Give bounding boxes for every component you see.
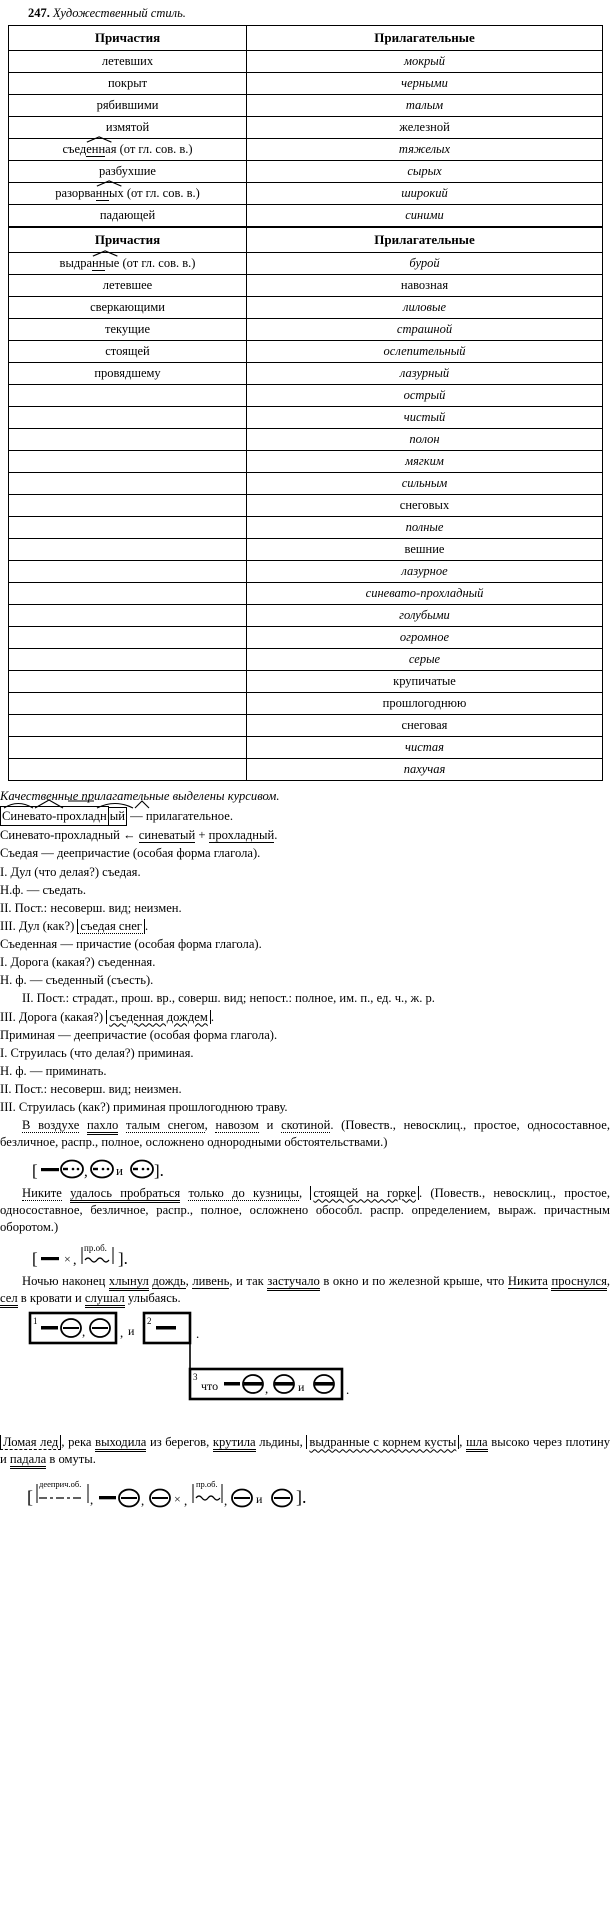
morpheme-analysis-line <box>0 806 610 826</box>
cell-participle <box>9 561 247 583</box>
sedennaya-line-1: I. Дорога (какая?) съеденная. <box>0 955 156 970</box>
cell-adjective <box>247 319 603 341</box>
cell-participle <box>9 319 247 341</box>
cell-adjective <box>247 649 603 671</box>
cell-adjective <box>247 473 603 495</box>
s3-t1: Ночью наконец <box>22 1273 109 1288</box>
cell-participle <box>9 605 247 627</box>
s3-predicate-4: сел <box>0 1291 18 1308</box>
cell-adjective <box>247 671 603 693</box>
s3-c1: , <box>185 1273 193 1288</box>
cell-participle <box>9 473 247 495</box>
adjective-text: сырых <box>407 164 442 179</box>
svg-text:,: , <box>120 1325 124 1341</box>
table-row <box>9 297 603 319</box>
adjective-text: чистый <box>403 410 446 425</box>
table-row <box>9 275 603 297</box>
cell-adjective <box>247 429 603 451</box>
cell-participle <box>9 627 247 649</box>
cell-participle <box>9 737 247 759</box>
svg-text:].: ]. <box>296 1486 307 1507</box>
scheme-2-icon <box>30 1240 160 1270</box>
sedaya-line-3: II. Пост.: несоверш. вид; неизмен. <box>0 900 182 915</box>
s1-predicate: пахло <box>87 1118 118 1135</box>
derivation-base-2: прохладный <box>208 828 275 843</box>
s4-participial-phrase: выдранные с корнем кусты <box>306 1435 459 1449</box>
s4-adverbial-participle-phrase: Ломая лед <box>0 1435 61 1450</box>
cell-adjective <box>247 139 603 161</box>
svg-text:2: 2 <box>147 1316 152 1327</box>
sedennaya-participial-phrase: съеденная дождем <box>106 1010 211 1024</box>
morpheme-marked-word: провядшему <box>94 366 161 381</box>
s3-subject-2: ливень <box>192 1273 230 1288</box>
s1-conj: и <box>258 1118 282 1133</box>
adjective-text: голубыми <box>399 608 450 623</box>
s1-adverbial-3: навозом <box>215 1118 259 1133</box>
scheme-4-icon <box>26 1475 356 1509</box>
adjective-text: страшной <box>396 322 453 337</box>
sedaya-line-4 <box>0 918 610 935</box>
cell-adjective <box>247 759 603 781</box>
column-header-adjectives: Прилагательные <box>247 26 603 51</box>
morpheme-marked-word: выдра нные <box>60 256 120 270</box>
priminaya-line-1: I. Струилась (что делая?) приминая. <box>0 1045 194 1060</box>
table-row <box>9 759 603 781</box>
table-row <box>9 605 603 627</box>
morpheme-marked-word: стоящей <box>105 344 150 359</box>
cell-adjective <box>247 561 603 583</box>
s3-t18: улыбаясь <box>124 1291 178 1305</box>
cell-participle <box>9 95 247 117</box>
svg-text:].: ]. <box>118 1248 128 1268</box>
derivation-line <box>0 827 610 844</box>
table-row <box>9 385 603 407</box>
svg-text:,: , <box>84 1163 88 1180</box>
table-row <box>9 649 603 671</box>
scheme-3-icon <box>24 1309 444 1427</box>
table-row <box>9 451 603 473</box>
s3-period: . <box>177 1291 181 1305</box>
cell-participle <box>9 539 247 561</box>
morpheme-marked-word: падающей <box>99 208 156 223</box>
sedaya-line4-prefix: III. Дул (как?) <box>0 918 78 933</box>
s4-predicate-4: падала <box>10 1452 46 1469</box>
table-row <box>9 495 603 517</box>
priminaya-line-4: III. Струилась (как?) приминая прошлогоднюю траву. <box>0 1100 288 1115</box>
s3-t7: , и так <box>229 1273 268 1288</box>
derivation-period: . <box>274 828 278 843</box>
s4-p12: в омуты. <box>46 1452 96 1467</box>
adjective-text: ослепительный <box>383 344 466 359</box>
suffix-marker: нн <box>96 186 109 200</box>
column-header-adjectives: Прилагательные <box>247 227 603 253</box>
adjective-text: мокрый <box>403 54 446 69</box>
s1-adverbial-2: талым снегом <box>126 1118 205 1133</box>
s1-characteristics: . (Повеств., невосклиц., простое, односоставное, безличное, распр., полное, осложнено однородными обстоятельствами.) <box>0 1118 610 1150</box>
table-row <box>9 407 603 429</box>
s2-characteristics: . (Повеств., невосклиц., простое, односоставное, безличное, распр., полное, осложнено обособл. распр. определением, выраж. причастным оборотом.) <box>0 1185 610 1234</box>
s4-p6: льдины, <box>255 1435 307 1450</box>
sentence-analysis-4 <box>0 1434 610 1468</box>
s3-t10: , что <box>479 1273 508 1288</box>
svg-text:[: [ <box>32 1160 38 1180</box>
cell-participle <box>9 715 247 737</box>
cell-adjective <box>247 253 603 275</box>
derivation-base-1: синеватый <box>138 828 196 843</box>
cell-participle <box>9 385 247 407</box>
table-row <box>9 161 603 183</box>
svg-text:.: . <box>346 1382 350 1398</box>
cell-participle <box>9 297 247 319</box>
adjective-text: острый <box>403 388 446 403</box>
table-row <box>9 473 603 495</box>
adjective-text: синими <box>405 208 444 223</box>
adjective-text: пахучая <box>403 762 446 777</box>
sentence-analysis-1 <box>0 1117 610 1151</box>
adjective-text: талым <box>405 98 444 113</box>
sedennaya-line-3: II. Пост.: страдат., прош. вр., соверш. вид; непост.: полное, им. п., ед. ч., ж. р. <box>22 991 435 1006</box>
adjective-text: бурой <box>409 256 440 271</box>
morpheme-marked-word: съед енная <box>62 142 116 156</box>
morpheme-marked-word: разбухшие <box>99 164 156 179</box>
cell-participle <box>9 693 247 715</box>
adjective-text: черными <box>401 76 448 91</box>
adjective-text: крупичатые <box>393 674 456 689</box>
sentence-analysis-3 <box>0 1273 610 1307</box>
s2-adverbial: только до кузницы <box>188 1185 299 1200</box>
s1-adverbial-1: В воздухе <box>22 1118 80 1133</box>
cell-participle <box>9 451 247 473</box>
sedaya-line-0: Съедая — деепричастие (особая форма глагола). <box>0 846 261 861</box>
cell-participle <box>9 495 247 517</box>
adjective-text: железной <box>399 120 450 135</box>
cell-participle <box>9 649 247 671</box>
svg-text:,: , <box>141 1492 145 1508</box>
s1-adverbial-4: скотиной <box>281 1118 331 1133</box>
s4-p8: , <box>459 1435 467 1450</box>
adjective-text: широкий <box>401 186 448 201</box>
derivation-plus-icon: + <box>198 828 206 843</box>
svg-text:,: , <box>73 1252 77 1268</box>
adjective-text: лазурный <box>399 366 450 381</box>
cell-participle <box>9 583 247 605</box>
morpheme-parse-box <box>0 806 109 826</box>
exercise-number: 247. <box>28 6 50 20</box>
cell-participle <box>9 275 247 297</box>
svg-text:что: что <box>201 1379 219 1394</box>
table-row <box>9 517 603 539</box>
table-row <box>9 139 603 161</box>
morpheme-ending-box: ый <box>108 807 127 826</box>
svg-text:×: × <box>64 1251 71 1266</box>
morpheme-marked-word: сверкающими <box>90 300 165 315</box>
sentence-analysis-2 <box>0 1185 610 1236</box>
cell-adjective <box>247 161 603 183</box>
adjective-text: навозная <box>400 278 449 293</box>
sedennaya-line-4 <box>0 1009 610 1026</box>
priminaya-line-0: Приминая — деепричастие (особая форма глагола). <box>0 1027 278 1042</box>
derivation-result: Синевато-прохладный <box>0 828 120 843</box>
cell-adjective <box>247 605 603 627</box>
cell-participle <box>9 51 247 73</box>
sedaya-adverbial-phrase: съедая снег <box>77 919 145 934</box>
adjective-text: мягким <box>405 454 444 469</box>
scheme-sentence-1 <box>0 1156 610 1182</box>
s3-t16: в кровати и <box>17 1291 85 1305</box>
column-header-participles: Причастия <box>9 227 247 253</box>
cell-participle <box>9 73 247 95</box>
cell-participle <box>9 517 247 539</box>
adjective-text: синевато-прохладный <box>365 586 484 601</box>
s3-predicate-1: хлынул <box>109 1274 149 1291</box>
cell-adjective <box>247 297 603 319</box>
cell-adjective <box>247 693 603 715</box>
morpheme-marks-icon <box>2 800 170 809</box>
table-row <box>9 363 603 385</box>
svg-text:и: и <box>128 1324 135 1339</box>
table-row <box>9 95 603 117</box>
cell-participle: съед енная (от гл. сов. в.) <box>9 139 247 161</box>
svg-text:,: , <box>184 1492 188 1508</box>
cell-adjective <box>247 117 603 139</box>
s3-predicate-3: проснулся <box>551 1274 606 1291</box>
table-row <box>9 715 603 737</box>
sedennaya-line4-suffix: . <box>210 1009 214 1024</box>
svg-text:.: . <box>196 1326 200 1342</box>
scheme-sentence-3 <box>0 1309 610 1432</box>
cell-participle <box>9 671 247 693</box>
scheme-sentence-4 <box>0 1475 610 1514</box>
s4-predicate-1: выходила <box>95 1435 146 1452</box>
morpheme-marked-word: текущие <box>104 322 151 337</box>
s4-p4: из берегов, <box>146 1435 213 1450</box>
s1-comma-1: , <box>204 1118 216 1133</box>
table-row <box>9 561 603 583</box>
adjective-text: снеговая <box>401 718 448 733</box>
table-row <box>9 51 603 73</box>
svg-text:и: и <box>256 1491 263 1506</box>
cell-adjective <box>247 363 603 385</box>
table-row <box>9 627 603 649</box>
s4-predicate-2: крутила <box>213 1435 256 1452</box>
scheme-4-label-prob: пр.об. <box>196 1478 218 1489</box>
s3-subject-1: дождь <box>152 1273 186 1288</box>
svg-text:и: и <box>298 1380 305 1395</box>
cell-adjective <box>247 407 603 429</box>
scheme-4-label-deepr: дееприч.об. <box>39 1478 82 1489</box>
cell-adjective <box>247 385 603 407</box>
cell-adjective <box>247 275 603 297</box>
table-row <box>9 319 603 341</box>
cell-adjective <box>247 73 603 95</box>
morpheme-marked-word: измятой <box>105 120 150 135</box>
svg-text:[: [ <box>32 1248 38 1268</box>
s4-predicate-3: шла <box>466 1435 488 1452</box>
priminaya-line-2: Н. ф. — приминать. <box>0 1063 107 1078</box>
adjective-text: снеговых <box>399 498 450 513</box>
cell-adjective <box>247 517 603 539</box>
s3-c2: , <box>606 1273 610 1288</box>
svg-text:,: , <box>224 1492 228 1508</box>
morpheme-conclusion: — прилагательное. <box>130 809 233 824</box>
morpheme-marked-word: летевших <box>101 54 154 69</box>
table-header-row <box>9 26 603 51</box>
sedennaya-line4-prefix: III. Дорога (какая?) <box>0 1009 107 1024</box>
adjective-text: вешние <box>404 542 445 557</box>
priminaya-line-3: II. Пост.: несоверш. вид; неизмен. <box>0 1082 182 1096</box>
cell-participle <box>9 161 247 183</box>
scheme-sentence-2 <box>0 1240 610 1270</box>
adjective-text: прошлогоднюю <box>382 696 467 711</box>
cell-adjective <box>247 451 603 473</box>
table-row <box>9 253 603 275</box>
adjective-text: полные <box>405 520 444 535</box>
table-row <box>9 341 603 363</box>
scheme-2-label: пр.об. <box>84 1242 107 1253</box>
sedaya-line-2: Н.ф. — съедать. <box>0 882 87 897</box>
cell-participle <box>9 205 247 228</box>
cell-participle <box>9 429 247 451</box>
cell-adjective <box>247 583 603 605</box>
cell-adjective <box>247 183 603 205</box>
sedaya-line-1: I. Дул (что делая?) съедая. <box>0 864 141 879</box>
s4-p2: , река <box>61 1435 96 1450</box>
morpheme-marked-word: разорва нных <box>55 186 124 200</box>
table-row <box>9 205 603 228</box>
table-row <box>9 73 603 95</box>
adjective-text: лазурное <box>401 564 448 579</box>
table-row <box>9 539 603 561</box>
cell-participle <box>9 407 247 429</box>
cell-adjective <box>247 627 603 649</box>
derivation-arrow-icon: ← <box>123 828 136 843</box>
morpheme-marked-word: покрыт <box>107 76 148 91</box>
svg-text:].: ]. <box>154 1160 164 1180</box>
table-row <box>9 183 603 205</box>
table-row <box>9 429 603 451</box>
cell-adjective <box>247 737 603 759</box>
adjective-text: лиловые <box>403 300 446 315</box>
s3-subject-3: Никита <box>507 1273 548 1288</box>
svg-text:3: 3 <box>193 1372 198 1383</box>
cell-adjective <box>247 715 603 737</box>
cell-adjective <box>247 51 603 73</box>
s4-p10: высоко через плотину и <box>0 1435 610 1467</box>
sedennaya-line-0: Съеденная — причастие (особая форма глагола). <box>0 937 262 951</box>
s2-object: Никите <box>22 1185 62 1200</box>
adjective-text: чистая <box>404 740 444 755</box>
adjective-text: тяжелых <box>398 142 451 157</box>
svg-text:и: и <box>116 1162 123 1178</box>
adjective-text: серые <box>408 652 441 667</box>
cell-adjective <box>247 341 603 363</box>
analysis-body <box>0 788 610 1514</box>
s3-predicate-5: слушал <box>85 1291 125 1308</box>
s3-t9: в окно и по железной крыше <box>319 1273 480 1288</box>
table-row <box>9 737 603 759</box>
cell-adjective <box>247 205 603 228</box>
suffix-marker: енн <box>86 142 105 156</box>
cell-participle <box>9 363 247 385</box>
s3-predicate-2: застучало <box>267 1274 319 1291</box>
table-header-row <box>9 227 603 253</box>
s2-comma: , <box>298 1185 311 1200</box>
cell-adjective <box>247 95 603 117</box>
cell-participle <box>9 341 247 363</box>
table-row <box>9 583 603 605</box>
sedaya-line4-suffix: . <box>144 918 149 933</box>
cell-participle: разорва нных (от гл. сов. в.) <box>9 183 247 205</box>
svg-text:,: , <box>265 1381 269 1397</box>
adjective-text: огромное <box>399 630 450 645</box>
svg-text:×: × <box>174 1491 181 1506</box>
table-row <box>9 671 603 693</box>
cell-adjective <box>247 495 603 517</box>
cell-participle: выдра нные (от гл. сов. в.) <box>9 253 247 275</box>
adjective-text: сильным <box>401 476 448 491</box>
adjective-text: полон <box>409 432 440 447</box>
svg-text:,: , <box>82 1324 86 1340</box>
suffix-marker: нн <box>92 256 105 270</box>
table-row <box>9 117 603 139</box>
cell-participle <box>9 117 247 139</box>
table-row <box>9 693 603 715</box>
exercise-heading <box>0 0 610 25</box>
morpheme-stem-text: Синевато-прохладн <box>2 809 107 824</box>
sedennaya-line-2: Н. ф. — съеденный (съесть). <box>0 973 154 988</box>
participles-adjectives-table <box>8 25 603 781</box>
s2-predicate: удалось пробраться <box>70 1186 180 1203</box>
italic-note: Качественные прилагательные выделены курсивом. <box>0 789 280 803</box>
cell-adjective <box>247 539 603 561</box>
cell-participle <box>9 759 247 781</box>
morpheme-marked-word: летевшее <box>102 278 153 293</box>
svg-text:[: [ <box>27 1486 33 1507</box>
exercise-title: Художественный стиль. <box>53 6 186 20</box>
svg-text:1: 1 <box>33 1316 38 1327</box>
s2-participial-phrase: стоящей на горке <box>310 1186 419 1200</box>
svg-text:,: , <box>90 1491 94 1507</box>
morpheme-marked-word: рябившими <box>96 98 159 113</box>
column-header-participles: Причастия <box>9 26 247 51</box>
scheme-1-icon <box>30 1156 180 1182</box>
